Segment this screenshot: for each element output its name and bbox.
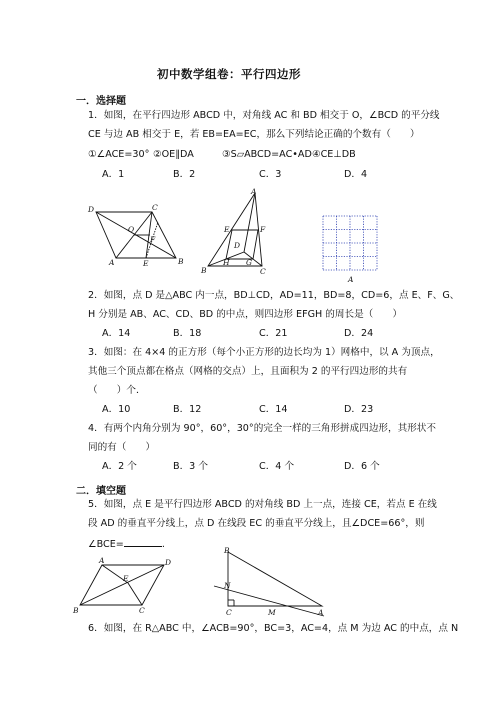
q2-line2: H 分别是 AB、AC、CD、BD 的中点，则四边形 EFGH 的周长是（ ） (88, 309, 403, 320)
q3-choice-c: C．14 (259, 404, 288, 415)
q1-choice-d: D．4 (344, 169, 368, 180)
fig1-label-f: F (150, 235, 156, 244)
q4-line2: 同的有（ ） (88, 442, 156, 453)
q1-line2: CE 与边 AB 相交于 E，若 EB=EA=EC，那么下列结论正确的个数有（ ） (88, 129, 420, 140)
q3-line1: 3．如图：在 4×4 的正方形（每个小正方形的边长均为 1）网格中，以 A 为顶点， (88, 347, 440, 358)
fig4-label-e: E (123, 574, 129, 583)
figure-q2-triangle (200, 188, 275, 276)
q2-choice-b: B．18 (173, 328, 202, 339)
fig2-label-f: F (260, 225, 266, 234)
q1-choice-a: A．1 (102, 169, 125, 180)
q4-choice-d: D．6 个 (344, 461, 380, 472)
fig4-label-b: B (73, 606, 79, 615)
fig5-label-m: M (268, 608, 276, 617)
q3-choice-a: A．10 (102, 404, 131, 415)
fig5-label-a: A (318, 608, 324, 617)
q2-choice-d: D．24 (344, 328, 374, 339)
fig1-label-c: C (152, 203, 158, 212)
q4-choice-a: A．2 个 (102, 461, 137, 472)
q6-line1: 6．如图，在 R△ABC 中，∠ACB=90°，BC=3，AC=4，点 M 为边 AC 的中点，点 N (88, 623, 459, 634)
fig2-label-h: H (223, 258, 230, 267)
fig1-label-d: D (88, 205, 95, 214)
fig2-label-d: D (234, 241, 241, 250)
q5-line1: 5．如图，点 E 是平行四边形 ABCD 的对角线 BD 上一点，连接 CE，若点 E 在线 (88, 499, 437, 510)
fig5-label-c: C (226, 608, 232, 617)
q1-statement-3: ③S▱ABCD=AC•AD (222, 149, 312, 160)
fig4-label-d: D (165, 558, 172, 567)
q1-statement-1: ①∠ACE=30° (88, 149, 150, 160)
section-choice-heading: 一．选择题 (76, 96, 126, 107)
fig2-label-b: B (201, 266, 207, 275)
q5-line3: ∠BCE= . (88, 539, 165, 550)
figure-q5-parallelogram (72, 555, 182, 615)
q4-line1: 4．有两个内角分别为 90°，60°，30°的完全一样的三角形拼成四边形，其形状不 (88, 423, 436, 434)
q4-choice-b: B．3 个 (173, 461, 208, 472)
figure-q6-right-triangle (212, 548, 330, 618)
fig1-label-b: B (178, 257, 184, 266)
fig5-label-b: B (224, 546, 230, 555)
q5-answer-blank[interactable] (124, 537, 162, 547)
q1-statement-4: ④CE⊥DB (312, 149, 356, 160)
q3-choice-b: B．12 (173, 404, 202, 415)
fig2-label-g: G (246, 258, 252, 267)
q3-line2: 其他三个顶点都在格点（网格的交点）上，且面积为 2 的平行四边形的共有 (88, 366, 408, 377)
figure-q3-grid (321, 213, 381, 285)
q1-statement-2: ②OE∥DA (153, 149, 194, 160)
figure-q1-parallelogram (86, 200, 196, 266)
section-fill-heading: 二．填空题 (76, 486, 126, 497)
fig1-label-o: O (128, 225, 135, 234)
fig2-label-c: C (260, 267, 266, 276)
q1-line1: 1．如图，在平行四边形 ABCD 中，对角线 AC 和 BD 相交于 O，∠BCD 的平分线 (88, 110, 440, 121)
fig1-label-e: E (143, 259, 149, 268)
page-title: 初中数学组卷：平行四边形 (157, 67, 301, 81)
fig2-label-e: E (224, 225, 230, 234)
q4-choice-c: C．4 个 (259, 461, 295, 472)
q2-choice-a: A．14 (102, 328, 131, 339)
q1-choice-b: B．2 (173, 169, 196, 180)
q3-line3: （ ）个． (88, 385, 146, 396)
q2-choice-c: C．21 (259, 328, 288, 339)
fig5-label-n: N (224, 581, 231, 590)
fig2-label-a: A (251, 187, 257, 196)
fig4-label-a: A (99, 556, 105, 565)
fig3-label-a: A (348, 275, 354, 284)
fig4-label-c: C (139, 606, 145, 615)
q5-line2: 段 AD 的垂直平分线上，点 D 在线段 EC 的垂直平分线上，且∠DCE=66°，则 (88, 518, 425, 529)
q3-choice-d: D．23 (344, 404, 374, 415)
fig1-label-a: A (109, 258, 115, 267)
q1-choice-c: C．3 (259, 169, 282, 180)
q2-line1: 2．如图，点 D 是△ABC 内一点，BD⊥CD，AD=11，BD=8，CD=6，点 E、F、G、 (88, 290, 460, 301)
q5-line3-text: ∠BCE= (88, 539, 124, 550)
